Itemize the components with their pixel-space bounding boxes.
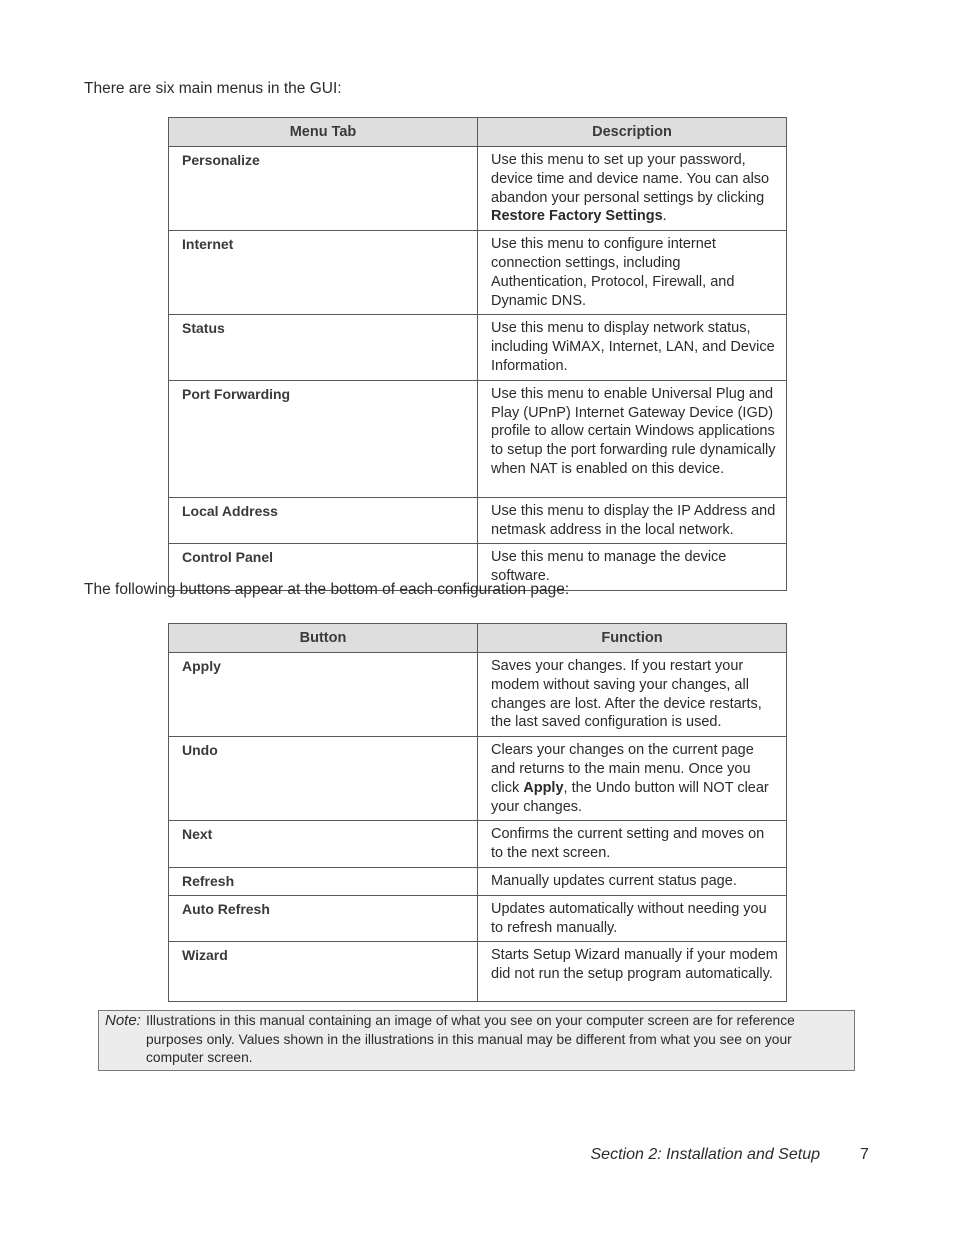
menu-description: Use this menu to display the IP Address and netmask address in the local network. — [478, 497, 787, 544]
table-row — [169, 653, 787, 737]
menu-description — [478, 147, 787, 231]
note-text: Illustrations in this manual containing an image of what you see on your computer screen are for reference purposes only. Values shown in the illustrations in this manual may be different from what you see on your computer screen. — [146, 1013, 795, 1065]
button-name: Apply — [169, 653, 478, 737]
table-row — [169, 867, 787, 895]
desc-text: Clears your changes on the current page and returns to the main menu. Once you click — [491, 742, 754, 796]
column-header-button: Button — [169, 624, 478, 653]
menu-name: Local Address — [169, 497, 478, 544]
menus-table — [168, 117, 787, 591]
desc-text-after: . — [662, 208, 667, 225]
menu-name: Internet — [169, 231, 478, 315]
table-header-row — [169, 624, 787, 653]
button-name: Undo — [169, 737, 478, 821]
menu-description: Use this menu to configure internet connection settings, including Authentication, Protocol, Firewall, and Dynamic DNS. — [478, 231, 787, 315]
desc-text: Use this menu to set up your password, device time and device name. You can also abandon your personal settings by clicking — [491, 152, 770, 206]
table-row — [169, 380, 787, 497]
button-function: Manually updates current status page. — [478, 867, 787, 895]
menu-description: Use this menu to enable Universal Plug and Play (UPnP) Internet Gateway Device (IGD) profile to allow certain Windows applications to setup the port forwarding rule dynamically when NAT is enabled on this device. — [478, 380, 787, 497]
button-function: Confirms the current setting and moves on to the next screen. — [478, 821, 787, 868]
column-header-menu-tab: Menu Tab — [169, 118, 478, 147]
table-row — [169, 821, 787, 868]
desc-text-after: , the Undo button will NOT clear your changes. — [491, 779, 769, 815]
desc-bold: Restore Factory Settings — [491, 208, 663, 225]
button-name: Refresh — [169, 867, 478, 895]
table-row — [169, 895, 787, 942]
menu-description: Use this menu to display network status, including WiMAX, Internet, LAN, and Device Information. — [478, 315, 787, 380]
column-header-function: Function — [478, 624, 787, 653]
column-header-description: Description — [478, 118, 787, 147]
table-row — [169, 147, 787, 231]
note-box — [98, 1010, 855, 1071]
buttons-table — [168, 623, 787, 1002]
button-name: Next — [169, 821, 478, 868]
button-name: Auto Refresh — [169, 895, 478, 942]
page-number: 7 — [860, 1146, 869, 1163]
intro-menus: There are six main menus in the GUI: — [84, 80, 342, 97]
button-function: Saves your changes. If you restart your modem without saving your changes, all changes are lost. After the device restarts, the last saved configuration is used. — [478, 653, 787, 737]
menu-name: Status — [169, 315, 478, 380]
button-function: Updates automatically without needing you to refresh manually. — [478, 895, 787, 942]
desc-bold: Apply — [523, 779, 564, 796]
menu-name: Control Panel — [169, 544, 478, 591]
table-header-row — [169, 118, 787, 147]
button-function — [478, 737, 787, 821]
footer-section-title: Section 2: Installation and Setup — [590, 1146, 820, 1163]
button-name: Wizard — [169, 942, 478, 1002]
menu-name: Personalize — [169, 147, 478, 231]
table-row — [169, 315, 787, 380]
menu-name: Port Forwarding — [169, 380, 478, 497]
table-row — [169, 497, 787, 544]
table-row — [169, 231, 787, 315]
note-label: Note: — [105, 1012, 141, 1029]
table-row — [169, 737, 787, 821]
menu-description: Use this menu to manage the device software. — [478, 544, 787, 591]
button-function: Starts Setup Wizard manually if your modem did not run the setup program automatically. — [478, 942, 787, 1002]
intro-buttons: The following buttons appear at the bottom of each configuration page: — [84, 581, 570, 598]
table-row — [169, 942, 787, 1002]
